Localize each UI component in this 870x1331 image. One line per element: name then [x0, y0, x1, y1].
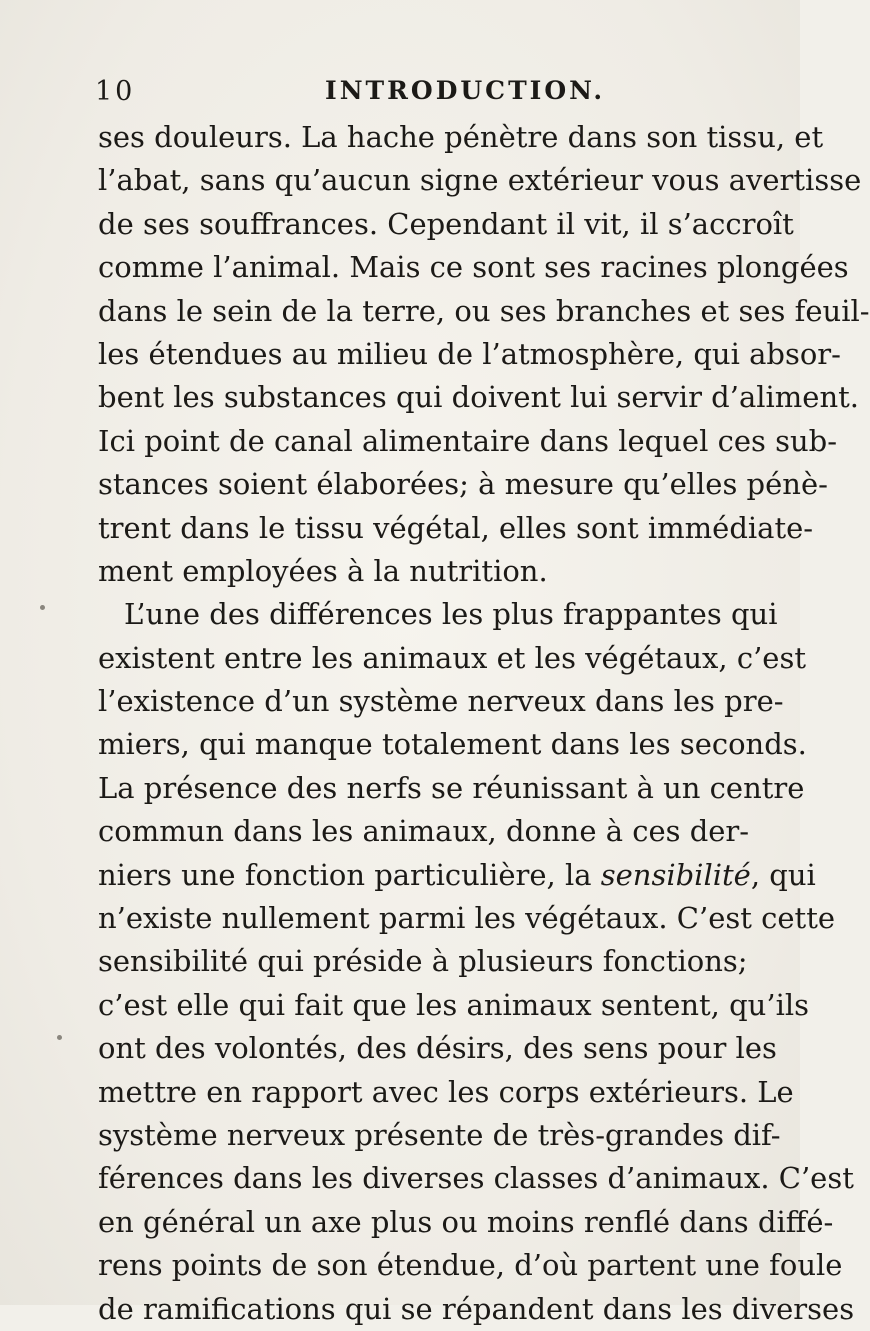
text-line-15: miers, qui manque totalement dans les seconds.: [98, 727, 807, 762]
text-line-12: L’une des différences les plus frappantes qui: [124, 597, 778, 632]
text-line-3: de ses souffrances. Cependant il vit, il s’accroît: [98, 206, 794, 241]
text-line-11: ment employées à la nutrition.: [98, 553, 548, 588]
running-title: INTRODUCTION.: [325, 76, 606, 105]
text-line-10: trent dans le tissu végétal, elles sont immédiate-: [98, 510, 814, 545]
text-line-14: l’existence d’un système nerveux dans les pre-: [98, 684, 784, 719]
text-line-24: système nerveux présente de très-grandes dif-: [98, 1117, 781, 1152]
text-line-18: niers une fonction particulière, la sensibilité, qui: [98, 857, 816, 892]
text-line-23: mettre en rapport avec les corps extérieurs. Le: [98, 1074, 794, 1109]
text-line-7: bent les substances qui doivent lui servir d’aliment.: [98, 380, 859, 415]
body-text: [98, 116, 870, 1331]
text-line-13: existent entre les animaux et les végétaux, c’est: [98, 640, 807, 675]
text-line-21: c’est elle qui fait que les animaux sentent, qu’ils: [98, 987, 810, 1022]
text-line-6: les étendues au milieu de l’atmosphère, qui absor-: [98, 336, 841, 371]
text-line-17: commun dans les animaux, donne à ces der-: [98, 814, 750, 849]
emphasis-sensibilite: sensibilité: [600, 857, 751, 892]
text-line-25: férences dans les diverses classes d’animaux. C’est: [98, 1161, 854, 1196]
running-head: [95, 76, 740, 112]
text-line-1: ses douleurs. La hache pénètre dans son tissu, et: [98, 120, 824, 154]
text-line-27: rens points de son étendue, d’où partent une foule: [98, 1248, 843, 1283]
paper-speck: [57, 1035, 62, 1040]
paper-speck: [40, 605, 45, 610]
text-line-16: La présence des nerfs se réunissant à un centre: [98, 770, 805, 805]
text-line-28: de ramifications qui se répandent dans les diverses: [98, 1291, 855, 1326]
text-line-26: en général un axe plus ou moins renflé dans diffé-: [98, 1204, 834, 1239]
text-line-8: Ici point de canal alimentaire dans lequel ces sub-: [98, 423, 838, 458]
text-line-4: comme l’animal. Mais ce sont ses racines plongées: [98, 250, 849, 285]
text-line-19: n’existe nullement parmi les végétaux. C’est cette: [98, 901, 836, 936]
text-line-2: l’abat, sans qu’aucun signe extérieur vous avertisse: [98, 163, 862, 198]
text-line-9: stances soient élaborées; à mesure qu’elles pénè-: [98, 467, 828, 502]
text-line-5: dans le sein de la terre, ou ses branches et ses feuil-: [98, 293, 870, 328]
text-line-20: sensibilité qui préside à plusieurs fonctions;: [98, 944, 748, 979]
page-number: 10: [95, 76, 136, 107]
text-line-22: ont des volontés, des désirs, des sens pour les: [98, 1031, 777, 1066]
